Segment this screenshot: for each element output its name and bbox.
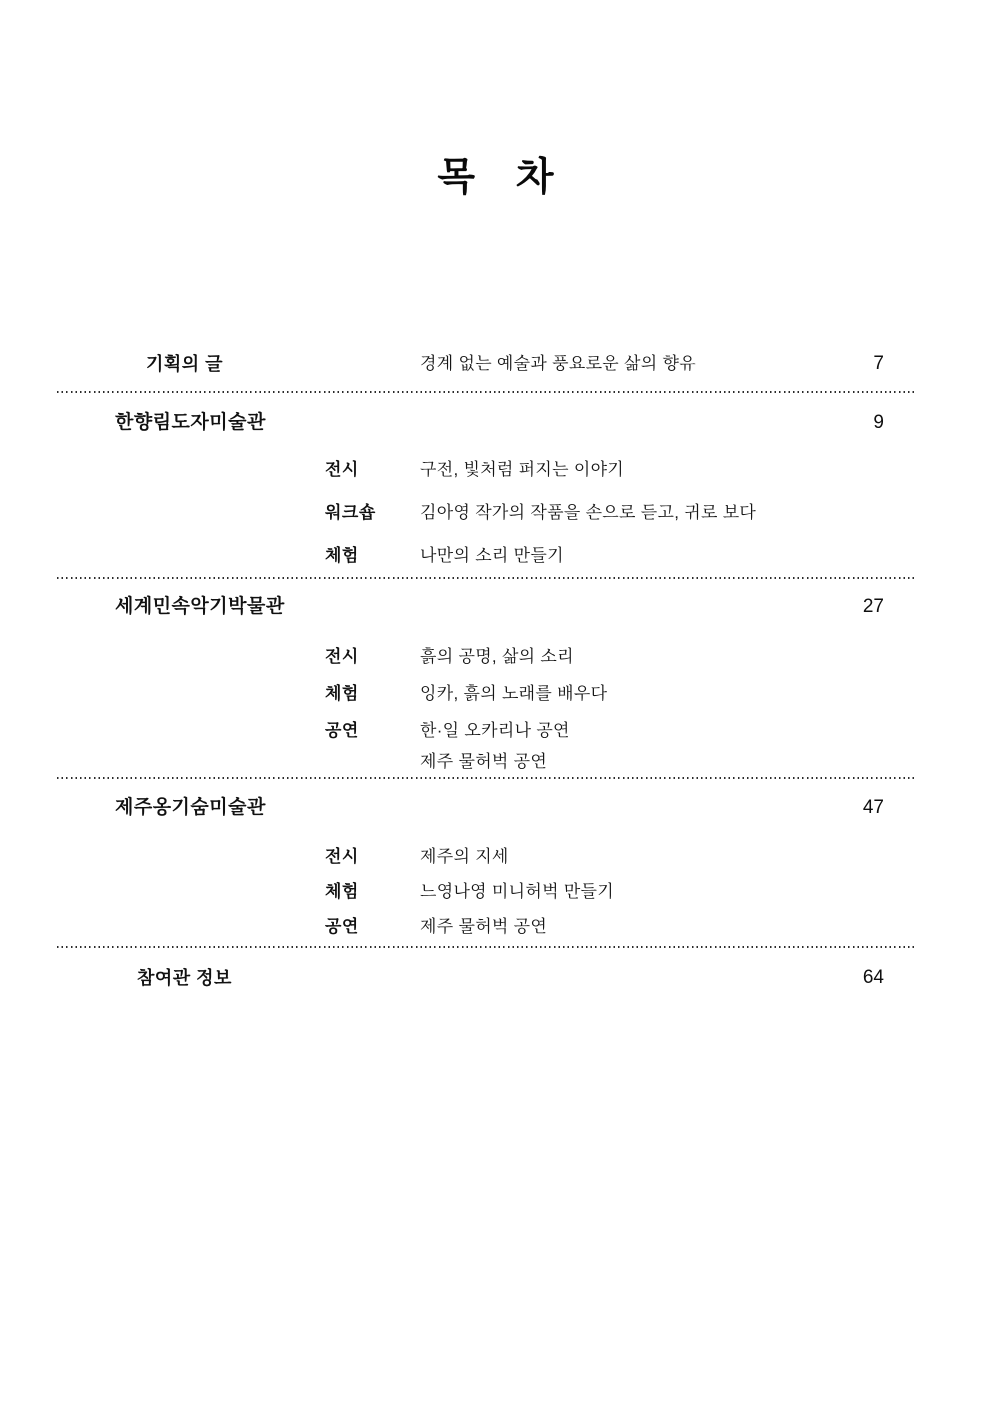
toc-item [0, 750, 992, 774]
toc-section-page-number: 9 [873, 412, 884, 433]
toc-item-category: 체험 [325, 882, 359, 901]
toc-item-category: 공연 [325, 721, 359, 740]
toc-item-category: 워크숍 [325, 503, 376, 522]
toc-item [0, 880, 992, 904]
toc-section-header [0, 796, 992, 820]
toc-item-title: 제주 물허벅 공연 [420, 917, 548, 936]
toc-item-title: 느영나영 미니허벅 만들기 [420, 882, 614, 901]
toc-section-header [0, 595, 992, 619]
toc-item-title: 한·일 오카리나 공연 [420, 721, 570, 740]
dotted-divider [57, 577, 915, 579]
toc-item [0, 915, 992, 939]
dotted-divider [57, 777, 915, 779]
toc-item [0, 845, 992, 869]
dotted-divider [57, 391, 915, 393]
toc-item-category: 전시 [325, 647, 359, 666]
toc-entry-label: 참여관 정보 [137, 968, 232, 988]
toc-item-category: 전시 [325, 847, 359, 866]
toc-section-page-number: 47 [862, 797, 884, 818]
toc-entry-label: 기획의 글 [146, 354, 224, 374]
toc-item-title: 제주의 지세 [420, 847, 509, 866]
toc-item-title: 제주 물허벅 공연 [420, 752, 548, 771]
page-title: 목 차 [437, 156, 555, 199]
toc-section-title: 제주옹기숨미술관 [115, 797, 266, 818]
toc-item-title: 구전, 빛처럼 퍼지는 이야기 [420, 460, 625, 479]
toc-item-title: 흙의 공명, 삶의 소리 [420, 647, 574, 666]
toc-item [0, 719, 992, 743]
toc-item-category: 체험 [325, 684, 359, 703]
toc-entry-preface [0, 352, 992, 376]
toc-item-title: 김아영 작가의 작품을 손으로 듣고, 귀로 보다 [420, 503, 757, 522]
toc-item-title: 나만의 소리 만들기 [420, 546, 564, 565]
toc-item [0, 458, 992, 482]
toc-section-page-number: 27 [862, 596, 884, 617]
dotted-divider [57, 946, 915, 948]
toc-section-title: 한향림도자미술관 [115, 412, 266, 433]
toc-item [0, 645, 992, 669]
toc-item-category: 공연 [325, 917, 359, 936]
toc-item [0, 682, 992, 706]
toc-item [0, 501, 992, 525]
toc-entry-page-number: 7 [873, 353, 884, 374]
toc-item-title: 잉카, 흙의 노래를 배우다 [420, 684, 608, 703]
toc-entry-participants [0, 966, 992, 990]
toc-section-title: 세계민속악기박물관 [115, 596, 285, 617]
toc-item [0, 544, 992, 568]
toc-section-header [0, 411, 992, 435]
toc-entry-description: 경계 없는 예술과 풍요로운 삶의 향유 [420, 354, 696, 373]
toc-item-category: 체험 [325, 546, 359, 565]
toc-entry-page-number: 64 [862, 967, 884, 988]
toc-item-category: 전시 [325, 460, 359, 479]
